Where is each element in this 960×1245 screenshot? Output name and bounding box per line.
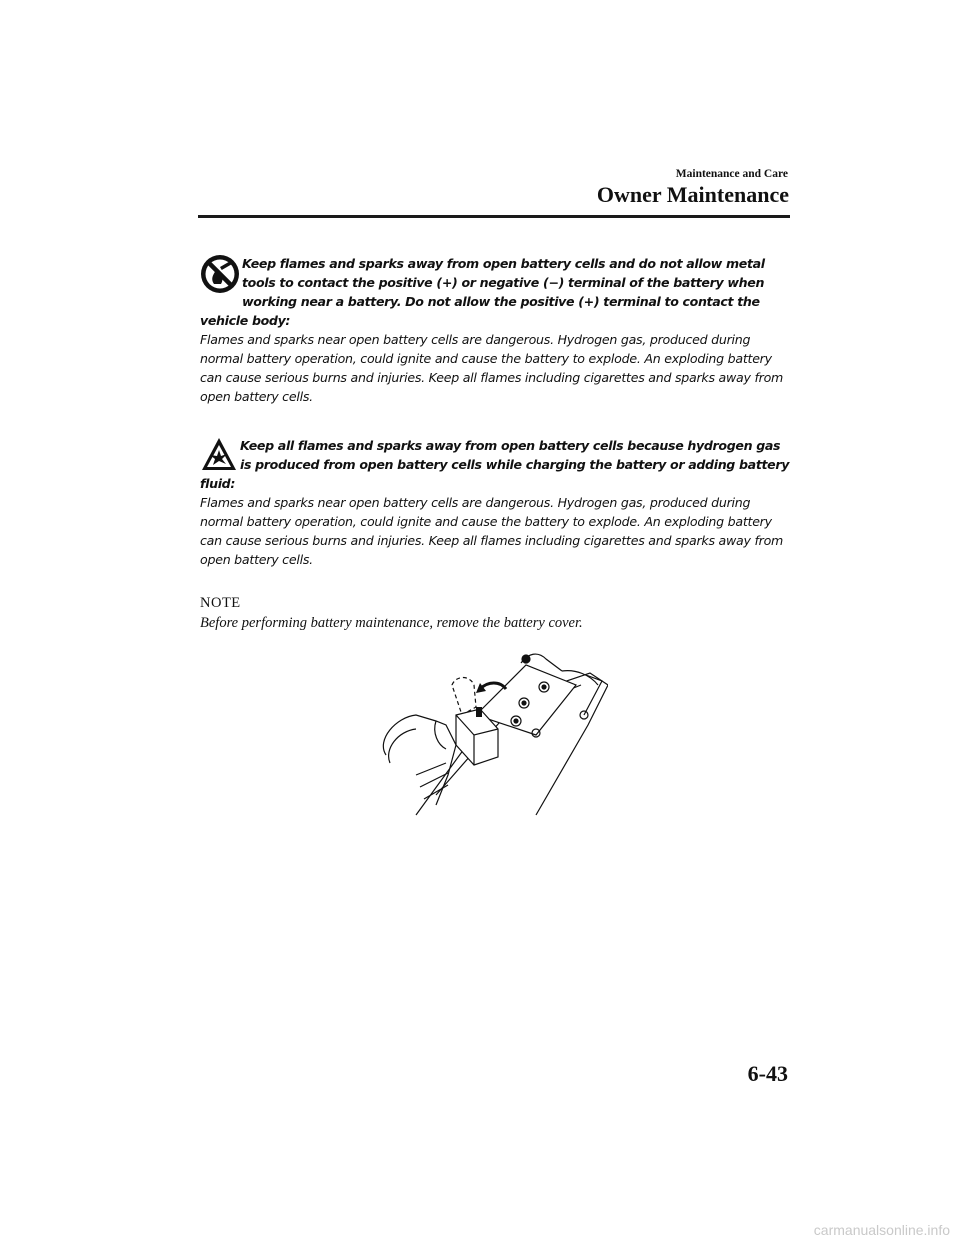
section-title: Maintenance and Care [675, 168, 788, 180]
warning-block-explosion [200, 436, 790, 569]
note-label: NOTE [200, 595, 241, 611]
battery-cover-removal-illustration [376, 645, 608, 817]
note-text: Before performing battery maintenance, remove the battery cover. [200, 615, 583, 631]
header-divider [198, 215, 790, 218]
warning-lead-text: Keep all flames and sparks away from open battery cells because hydrogen gas is produced from open battery cells while charging the battery or adding battery fluid: [200, 438, 790, 491]
explosion-hazard-icon [200, 436, 238, 472]
note-block [200, 593, 790, 633]
warning-body-text: Flames and sparks near open battery cells are dangerous. Hydrogen gas, produced during normal battery operation, could ignite and cause the battery to explode. An exploding battery can cause serious burns and injuries. Keep all flames including cigarettes and sparks away from open battery cells. [200, 495, 784, 567]
watermark-text: carmanualsonline.info [813, 1222, 950, 1238]
warning-body-text: Flames and sparks near open battery cells are dangerous. Hydrogen gas, produced during normal battery operation, could ignite and cause the battery to explode. An exploding battery can cause serious burns and injuries. Keep all flames including cigarettes and sparks away from open battery cells. [200, 332, 784, 404]
no-flames-icon [200, 254, 240, 294]
warning-lead-paragraph [200, 254, 790, 330]
page-title: Owner Maintenance [596, 182, 789, 207]
warning-block-flames [200, 254, 790, 406]
warning-lead-paragraph [200, 436, 790, 493]
page-number: 6-43 [747, 1061, 788, 1086]
warning-lead-text: Keep flames and sparks away from open battery cells and do not allow metal tools to contact the positive (+) or negative (−) terminal of the battery when working near a battery. Do not allow the positive (+) terminal to contact the vehicle body: [200, 256, 765, 328]
